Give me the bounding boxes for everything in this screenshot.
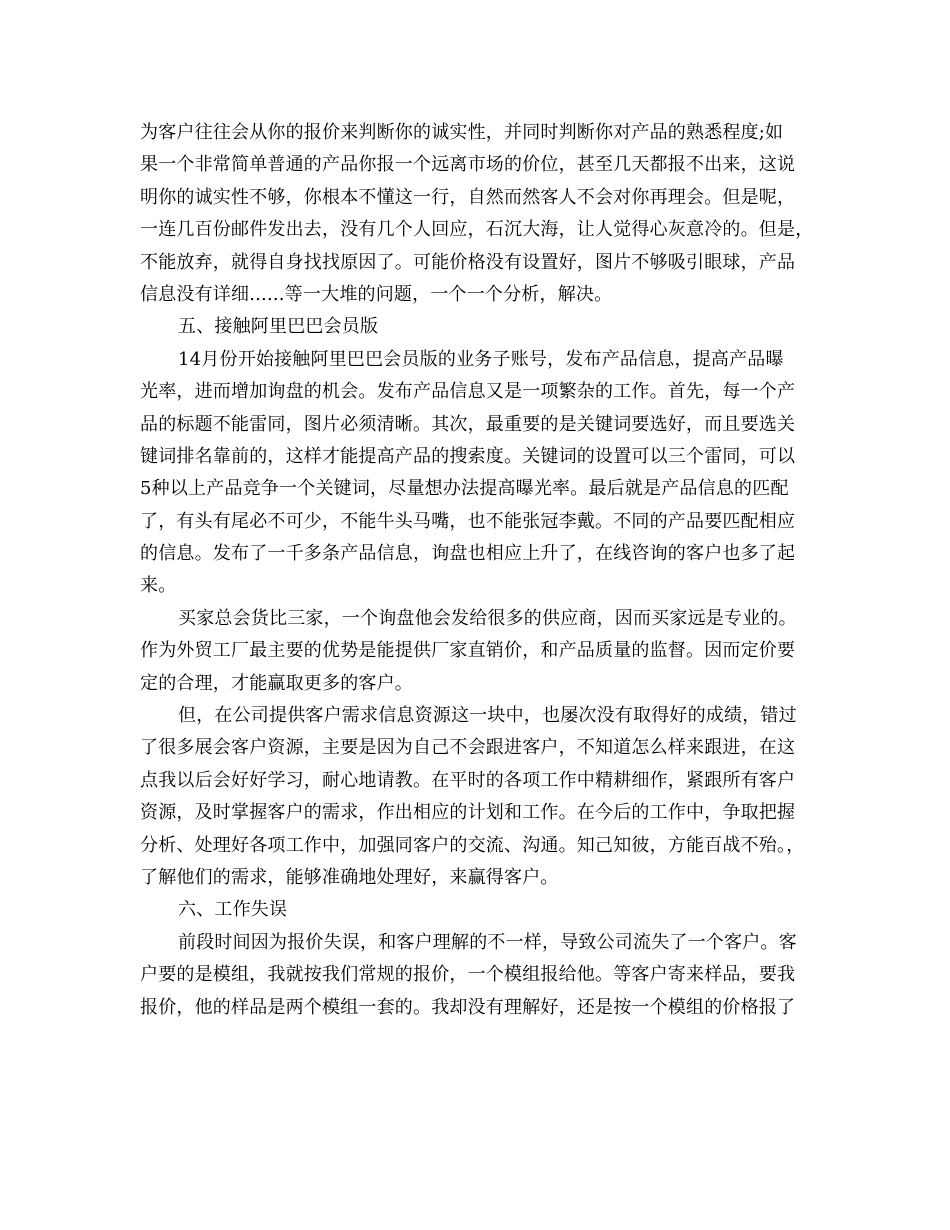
text-line: 了解他们的需求，能够准确地处理好，来赢得客户。	[140, 866, 559, 888]
text-line: 报价，他的样品是两个模组一套的。我却没有理解好，还是按一个模组的价格报了	[140, 996, 796, 1018]
text-line: 光率，进而增加询盘的机会。发布产品信息又是一项繁杂的工作。首先，每一个产	[140, 381, 796, 403]
text-line: 了，有头有尾必不可少，不能牛头马嘴，也不能张冠李戴。不同的产品要匹配相应	[140, 510, 796, 532]
text-line: 资源，及时掌握客户的需求，作出相应的计划和工作。在今后的工作中，争取把握	[140, 802, 796, 824]
text-line: 买家总会货比三家，一个询盘他会发给很多的供应商，因而买家远是专业的。	[178, 607, 797, 629]
text-line: 分析、处理好各项工作中，加强同客户的交流、沟通。知己知彼，方能百战不殆。，	[140, 834, 805, 856]
text-line: 作为外贸工厂最主要的优势是能提供厂家直销价，和产品质量的监督。因而定价要	[140, 640, 796, 662]
text-line: 了很多展会客户资源，主要是因为自己不会跟进客户，不知道怎么样来跟进，在这	[140, 737, 796, 759]
text-line: 一连几百份邮件发出去，没有几个人回应，石沉大海，让人觉得心灰意冷的。但是，	[140, 219, 814, 241]
text-line: 定的合理，才能赢取更多的客户。	[140, 672, 413, 694]
text-line: 来。	[140, 575, 177, 597]
text-line: 5种以上产品竞争一个关键词，尽量想办法提高曝光率。最后就是产品信息的匹配	[140, 478, 789, 500]
text-line: 的信息。发布了一千多条产品信息，询盘也相应上升了，在线咨询的客户也多了起	[140, 543, 796, 565]
text-line: 14月份开始接触阿里巴巴会员版的业务子账号，发布产品信息，提高产品曝	[178, 348, 784, 370]
text-line: 点我以后会好好学习，耐心地请教。在平时的各项工作中精耕细作，紧跟所有客户	[140, 769, 796, 791]
text-line: 明你的诚实性不够，你根本不懂这一行，自然而然客人不会对你再理会。但是呢，	[140, 186, 796, 208]
text-line: 果一个非常简单普通的产品你报一个远离市场的价位，甚至几天都报不出来，这说	[140, 154, 796, 176]
text-line: 但，在公司提供客户需求信息资源这一块中，也屡次没有取得好的成绩，错过	[178, 705, 797, 727]
text-line: 户要的是模组，我就按我们常规的报价，一个模组报给他。等客户寄来样品，要我	[140, 964, 796, 986]
section-heading: 六、工作失误	[178, 899, 288, 921]
text-line: 前段时间因为报价失误，和客户理解的不一样，导致公司流失了一个客户。客	[178, 931, 797, 953]
text-line: 键词排名靠前的，这样才能提高产品的搜索度。关键词的设置可以三个雷同，可以	[140, 445, 796, 467]
text-line: 不能放弃，就得自身找找原因了。可能价格没有设置好，图片不够吸引眼球，产品	[140, 251, 796, 273]
document-page	[140, 117, 815, 1024]
text-line: 品的标题不能雷同，图片必须清晰。其次，最重要的是关键词要选好，而且要选关	[140, 413, 796, 435]
text-line: 为客户往往会从你的报价来判断你的诚实性，并同时判断你对产品的熟悉程度;如	[140, 122, 784, 143]
text-line: 信息没有详细......等一大堆的问题，一个一个分析，解决。	[140, 283, 613, 305]
section-heading: 五、接触阿里巴巴会员版	[178, 316, 379, 338]
